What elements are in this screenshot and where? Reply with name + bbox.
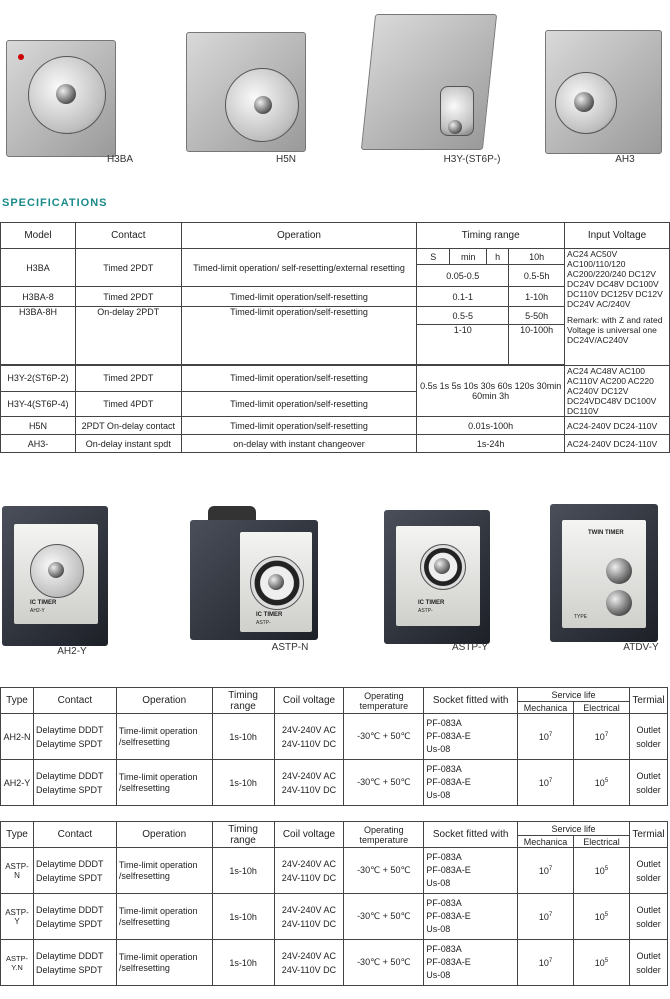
header-temp: Operating temperature [344, 688, 424, 714]
operation-cell [116, 848, 212, 894]
contact-cell: Timed 2PDT [75, 287, 181, 307]
operation-line: /selfresetting [118, 782, 170, 793]
face-text: IC TIMER [30, 600, 57, 606]
face-type: AH2-Y [30, 608, 45, 614]
header-mechanical: Mechanica [518, 702, 574, 714]
face-text: IC TIMER [256, 612, 283, 618]
socket-cell [424, 714, 518, 760]
contact-cell [33, 894, 116, 940]
face-type: ASTP- [256, 620, 271, 626]
timing-sub-s: S [417, 249, 450, 265]
coil-cell [274, 940, 344, 986]
terminal-cell [629, 848, 667, 894]
terminal-line: Outlet [636, 858, 661, 869]
model-cell: H5N [1, 417, 76, 435]
life-base: 10 [538, 865, 549, 876]
electrical-cell [574, 940, 630, 986]
timing-cell: 1s-10h [212, 760, 274, 806]
timing-a-cell: 0.05-0.5 [417, 265, 509, 287]
socket-line: PF-083A-E [426, 957, 471, 967]
terminal-line: Outlet [636, 904, 661, 915]
life-exponent: 5 [604, 957, 609, 964]
header-temp: Operating temperature [344, 822, 424, 848]
header-operation: Operation [116, 688, 212, 714]
type-cell: ASTP-Y [1, 894, 34, 940]
header-terminal: Termial [629, 688, 667, 714]
header-coil: Coil voltage [274, 822, 344, 848]
model-cell: H3BA-8H [1, 307, 76, 365]
socket-cell [424, 940, 518, 986]
contact-line: Delaytime SPDT [35, 738, 103, 749]
socket-line: PF-083A [426, 718, 462, 728]
model-cell: H3Y-4(ST6P-4) [1, 391, 76, 417]
operation-cell: Timed-limit operation/self-resetting [181, 417, 417, 435]
product-label: H3BA [106, 154, 134, 165]
temp-cell: -30℃ + 50℃ [344, 714, 424, 760]
mechanical-cell [518, 760, 574, 806]
socket-line: Us-08 [426, 744, 451, 754]
header-service-life: Service life [518, 822, 630, 836]
socket-cell [424, 894, 518, 940]
coil-line: 24V-110V DC [281, 918, 337, 929]
operation-cell: on-delay with instant changeover [181, 435, 417, 453]
operation-line: Time-limit operation [118, 771, 198, 782]
mechanical-cell [518, 714, 574, 760]
coil-line: 24V-240V AC [281, 904, 336, 915]
specifications-title: SPECIFICATIONS [2, 197, 108, 209]
header-timing: Timing range [212, 688, 274, 714]
socket-line: PF-083A-E [426, 777, 471, 787]
coil-line: 24V-240V AC [281, 724, 336, 735]
header-terminal: Termial [629, 822, 667, 848]
operation-cell [116, 894, 212, 940]
timing-c-cell: 1-10 [417, 325, 509, 365]
socket-line: PF-083A [426, 944, 462, 954]
timing-d-cell: 10-100h [509, 325, 565, 365]
timing-sub-10h: 10h [509, 249, 565, 265]
header-type: Type [1, 822, 34, 848]
header-timing: Timing range [212, 822, 274, 848]
table-row [1, 894, 668, 940]
header-operation: Operation [116, 822, 212, 848]
table-row [1, 760, 668, 806]
type-cell: AH2-N [1, 714, 34, 760]
voltage-cell: AC24-240V DC24-110V [565, 435, 670, 453]
electrical-cell [574, 848, 630, 894]
type-cell: AH2-Y [1, 760, 34, 806]
electrical-cell [574, 714, 630, 760]
terminal-cell [629, 714, 667, 760]
contact-line: Delaytime DDDT [35, 724, 104, 735]
type-cell: ASTP-N [1, 848, 34, 894]
operation-line: Time-limit operation [118, 951, 198, 962]
operation-line: Time-limit operation [118, 905, 198, 916]
socket-line: PF-083A-E [426, 731, 471, 741]
header-mechanical: Mechanica [518, 836, 574, 848]
h3y-voltage-cell: AC24 AC48V AC100 AC110V AC200 AC220 AC240V DC12V DC24VDC48V DC100V DC110V [565, 366, 670, 417]
life-exponent: 5 [604, 777, 609, 784]
life-exponent: 5 [604, 865, 609, 872]
header-model: Model [1, 223, 76, 249]
operation-cell: Timed-limit operation/self-resetting [181, 307, 417, 365]
timing-b-cell: 5-50h [509, 307, 565, 325]
terminal-line: Outlet [636, 770, 661, 781]
life-base: 10 [538, 911, 549, 922]
type-cell: ASTP-Y.N [1, 940, 34, 986]
contact-line: Delaytime SPDT [35, 964, 103, 975]
life-exponent: 7 [604, 731, 609, 738]
timing-cell: 1s-10h [212, 714, 274, 760]
operation-cell: Timed-limit operation/ self-resetting/external resetting [181, 249, 417, 287]
temp-cell: -30℃ + 50℃ [344, 894, 424, 940]
header-coil: Coil voltage [274, 688, 344, 714]
coil-line: 24V-110V DC [281, 872, 337, 883]
contact-cell [33, 760, 116, 806]
timing-cell: 1s-10h [212, 894, 274, 940]
header-timing-range: Timing range [417, 223, 565, 249]
contact-cell: 2PDT On-delay contact [75, 417, 181, 435]
life-exponent: 7 [548, 777, 553, 784]
face-text: IC TIMER [418, 600, 445, 606]
life-base: 10 [538, 731, 549, 742]
mechanical-cell [518, 894, 574, 940]
header-socket: Socket fitted with [424, 688, 518, 714]
table-row [1, 940, 668, 986]
contact-cell: Timed 4PDT [75, 391, 181, 417]
socket-line: PF-083A [426, 764, 462, 774]
socket-line: Us-08 [426, 790, 451, 800]
header-operation: Operation [181, 223, 417, 249]
header-contact: Contact [75, 223, 181, 249]
product-label: AH3 [615, 154, 635, 165]
contact-line: Delaytime DDDT [35, 904, 104, 915]
terminal-line: solder [636, 738, 661, 749]
header-electrical: Electrical [574, 702, 630, 714]
operation-line: Time-limit operation [118, 725, 198, 736]
model-cell: H3BA [1, 249, 76, 287]
socket-line: PF-083A-E [426, 865, 471, 875]
timing-cell: 1s-10h [212, 848, 274, 894]
socket-line: PF-083A [426, 898, 462, 908]
contact-cell: On-delay instant spdt [75, 435, 181, 453]
life-base: 10 [538, 777, 549, 788]
contact-line: Delaytime SPDT [35, 872, 103, 883]
contact-line: Delaytime DDDT [35, 950, 104, 961]
h3ba-voltage-cell [565, 249, 670, 366]
operation-cell: Timed-limit operation/self-resetting [181, 287, 417, 307]
life-base: 10 [594, 911, 605, 922]
header-electrical: Electrical [574, 836, 630, 848]
terminal-line: solder [636, 964, 661, 975]
h3y-timing-cell: 0.5s 1s 5s 10s 30s 60s 120s 30min 60min 3h [417, 366, 565, 417]
terminal-line: solder [636, 784, 661, 795]
coil-line: 24V-240V AC [281, 950, 336, 961]
header-contact: Contact [33, 688, 116, 714]
socket-line: PF-083A-E [426, 911, 471, 921]
life-exponent: 7 [548, 911, 553, 918]
coil-line: 24V-110V DC [281, 738, 337, 749]
product-label: H5N [275, 154, 296, 165]
temp-cell: -30℃ + 50℃ [344, 848, 424, 894]
product-label: AH2-Y [57, 646, 87, 657]
life-base: 10 [594, 731, 605, 742]
life-base: 10 [594, 865, 605, 876]
h3ba-remark: Remark: with Z and rated Voltage is universal one DC24V/AC240V [567, 315, 663, 345]
operation-cell [116, 714, 212, 760]
timing-cell: 0.01s-100h [417, 417, 565, 435]
header-socket: Socket fitted with [424, 822, 518, 848]
coil-cell [274, 714, 344, 760]
operation-line: /selfresetting [118, 736, 170, 747]
model-cell: H3Y-2(ST6P-2) [1, 366, 76, 392]
header-contact: Contact [33, 822, 116, 848]
socket-cell [424, 848, 518, 894]
contact-cell: Timed 2PDT [75, 249, 181, 287]
contact-line: Delaytime SPDT [35, 784, 103, 795]
operation-cell: Timed-limit operation/self-resetting [181, 391, 417, 417]
life-base: 10 [594, 957, 605, 968]
terminal-line: solder [636, 918, 661, 929]
product-label: H3Y-(ST6P-) [443, 154, 501, 165]
model-cell: H3BA-8 [1, 287, 76, 307]
coil-line: 24V-240V AC [281, 770, 336, 781]
electrical-cell [574, 760, 630, 806]
product-label: ASTP-Y [451, 642, 489, 653]
coil-cell [274, 760, 344, 806]
face-text: TWIN TIMER [588, 530, 624, 536]
timing-cell: 1s-24h [417, 435, 565, 453]
contact-line: Delaytime DDDT [35, 770, 104, 781]
contact-cell: Timed 2PDT [75, 366, 181, 392]
terminal-cell [629, 894, 667, 940]
temp-cell: -30℃ + 50℃ [344, 940, 424, 986]
terminal-cell [629, 940, 667, 986]
life-exponent: 5 [604, 911, 609, 918]
life-exponent: 7 [548, 865, 553, 872]
model-cell: AH3- [1, 435, 76, 453]
contact-cell [33, 848, 116, 894]
product-label: ATDV-Y [623, 642, 659, 653]
face-type: ASTP- [418, 608, 433, 614]
astp-table [0, 821, 668, 986]
timing-sub-min: min [450, 249, 487, 265]
terminal-line: solder [636, 872, 661, 883]
header-service-life: Service life [518, 688, 630, 702]
terminal-cell [629, 760, 667, 806]
mechanical-cell [518, 848, 574, 894]
electrical-cell [574, 894, 630, 940]
spec-table [0, 222, 670, 453]
coil-cell [274, 848, 344, 894]
life-base: 10 [594, 777, 605, 788]
table-row [1, 714, 668, 760]
operation-cell [116, 760, 212, 806]
header-type: Type [1, 688, 34, 714]
temp-cell: -30℃ + 50℃ [344, 760, 424, 806]
operation-line: /selfresetting [118, 962, 170, 973]
timing-b-cell: 1-10h [509, 287, 565, 307]
terminal-line: Outlet [636, 950, 661, 961]
h3ba-voltage: AC24 AC50V AC100/110/120 AC200/220/240 DC12V DC24V DC48V DC100V DC110V DC125V DC12V DC24V AC/240V [567, 249, 663, 309]
coil-line: 24V-110V DC [281, 784, 337, 795]
voltage-cell: AC24-240V DC24-110V [565, 417, 670, 435]
life-base: 10 [538, 957, 549, 968]
mechanical-cell [518, 940, 574, 986]
face-type: TYPE [574, 614, 588, 620]
operation-cell [116, 940, 212, 986]
terminal-line: Outlet [636, 724, 661, 735]
table-row [1, 848, 668, 894]
coil-line: 24V-240V AC [281, 858, 336, 869]
operation-cell: Timed-limit operation/self-resetting [181, 366, 417, 392]
coil-cell [274, 894, 344, 940]
life-exponent: 7 [548, 957, 553, 964]
operation-line: /selfresetting [118, 870, 170, 881]
timing-a-cell: 0.5-5 [417, 307, 509, 325]
contact-cell: On-delay 2PDT [75, 307, 181, 365]
operation-line: Time-limit operation [118, 859, 198, 870]
ah2-table [0, 687, 668, 806]
contact-cell [33, 714, 116, 760]
product-label: ASTP-N [271, 642, 309, 653]
contact-line: Delaytime SPDT [35, 918, 103, 929]
socket-line: PF-083A [426, 852, 462, 862]
timing-sub-h: h [487, 249, 509, 265]
operation-line: /selfresetting [118, 916, 170, 927]
life-exponent: 7 [548, 731, 553, 738]
socket-line: Us-08 [426, 924, 451, 934]
socket-line: Us-08 [426, 970, 451, 980]
socket-line: Us-08 [426, 878, 451, 888]
socket-cell [424, 760, 518, 806]
timing-cell: 1s-10h [212, 940, 274, 986]
contact-cell [33, 940, 116, 986]
coil-line: 24V-110V DC [281, 964, 337, 975]
timing-b-cell: 0.5-5h [509, 265, 565, 287]
contact-line: Delaytime DDDT [35, 858, 104, 869]
header-input-voltage: Input Voltage [565, 223, 670, 249]
timing-a-cell: 0.1-1 [417, 287, 509, 307]
